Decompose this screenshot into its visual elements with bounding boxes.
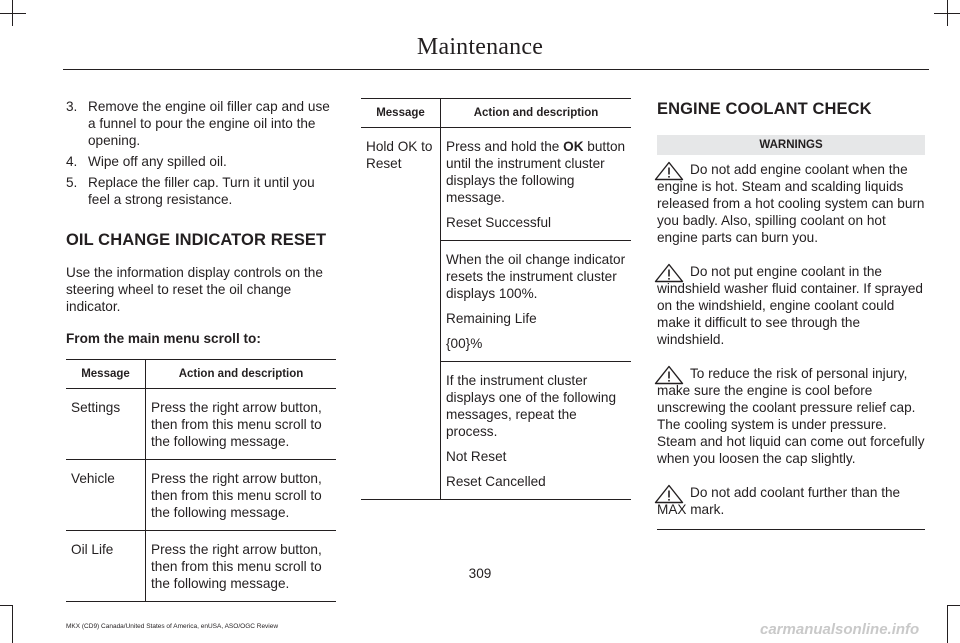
display-message: Reset Cancelled	[446, 474, 546, 489]
display-message: {00}%	[446, 336, 483, 351]
header-divider	[63, 69, 929, 70]
table-header: Action and description	[441, 99, 632, 128]
warning-text: Do not add engine coolant when the engine is hot. Steam and scalding liquids released from a hot cooling system can burn you badly. Also, spilling coolant on hot engine parts can burn you.	[657, 162, 925, 245]
table-cell-message: Hold OK to Reset	[361, 128, 441, 500]
table-row	[361, 128, 631, 241]
warning-block	[657, 263, 925, 359]
crop-mark	[947, 605, 960, 606]
ok-button-label: OK	[563, 139, 584, 154]
table-cell-message: Oil Life	[66, 531, 146, 602]
table-cell-action: Press the right arrow button, then from this menu scroll to the following message.	[146, 531, 337, 602]
step-text: Remove the engine oil filler cap and use a funnel to pour the engine oil into the opening.	[88, 99, 330, 148]
warning-text: Do not put engine coolant in the windshield washer fluid container. If sprayed on the windshield, engine coolant could make it difficult to see through the windshield.	[657, 264, 923, 347]
reset-table	[361, 98, 631, 500]
right-column	[657, 98, 925, 530]
scroll-label: From the main menu scroll to:	[66, 331, 261, 346]
list-item	[66, 174, 336, 208]
watermark-logo: carmanualsonline.info	[760, 621, 920, 638]
step-text: Replace the filler cap. Turn it until you feel a strong resistance.	[88, 175, 315, 207]
page-number: 309	[468, 566, 492, 581]
warning-block	[657, 484, 925, 529]
action-text: If the instrument cluster displays one of the following messages, repeat the process.	[446, 373, 617, 439]
warnings-end-divider	[657, 529, 925, 530]
warning-triangle-icon	[654, 263, 684, 283]
table-row	[66, 460, 336, 531]
table-cell-action	[441, 128, 632, 241]
action-text-part: button until the instrument cluster displays the following message.	[446, 139, 626, 205]
table-cell-message: Settings	[66, 389, 146, 460]
table-row	[66, 389, 336, 460]
crop-mark	[947, 605, 948, 643]
warning-triangle-icon	[654, 161, 684, 181]
action-text	[446, 138, 627, 206]
table-cell-action	[441, 362, 632, 500]
display-message: Remaining Life	[446, 311, 537, 326]
table-header: Action and description	[146, 360, 337, 389]
crop-mark	[0, 605, 13, 606]
step-number: 4.	[66, 154, 78, 169]
intro-paragraph: Use the information display controls on the steering wheel to reset the oil change indicator.	[66, 265, 323, 314]
step-list	[66, 98, 336, 208]
crop-mark	[12, 605, 13, 643]
table-cell-action: Press the right arrow button, then from this menu scroll to the following message.	[146, 460, 337, 531]
list-item	[66, 153, 336, 170]
table-cell-action: Press the right arrow button, then from this menu scroll to the following message.	[146, 389, 337, 460]
action-text-part: Press and hold the	[446, 139, 564, 154]
step-number: 3.	[66, 99, 78, 114]
action-text: When the oil change indicator resets the instrument cluster displays 100%.	[446, 252, 626, 301]
table-cell-action	[441, 241, 632, 362]
table-header: Message	[66, 360, 146, 389]
display-message: Not Reset	[446, 449, 507, 464]
middle-column	[361, 98, 631, 500]
section-heading: OIL CHANGE INDICATOR RESET	[66, 231, 327, 249]
step-text: Wipe off any spilled oil.	[88, 154, 227, 169]
crop-mark	[0, 13, 26, 14]
warning-block	[657, 161, 925, 257]
section-heading: ENGINE COOLANT CHECK	[657, 100, 872, 118]
warning-text: To reduce the risk of personal injury, make sure the engine is cool before unscrewing the coolant pressure relief cap. The cooling system is under pressure. Steam and hot liquid can come out forcefully when you loosen the cap slightly.	[657, 366, 925, 466]
display-message: Reset Successful	[446, 215, 552, 230]
left-column	[66, 98, 336, 602]
step-number: 5.	[66, 175, 78, 190]
table-cell-message: Vehicle	[66, 460, 146, 531]
table-header: Message	[361, 99, 441, 128]
warnings-header: WARNINGS	[657, 135, 925, 155]
page-title: Maintenance	[416, 34, 544, 60]
warning-text: Do not add coolant further than the MAX mark.	[657, 485, 901, 517]
warning-triangle-icon	[654, 484, 684, 504]
warning-triangle-icon	[654, 365, 684, 385]
document-info: MKX (CD9) Canada/United States of America, enUSA, ASO/OGC Review	[66, 623, 279, 630]
crop-mark	[934, 13, 960, 14]
list-item	[66, 98, 336, 149]
warning-block	[657, 365, 925, 478]
